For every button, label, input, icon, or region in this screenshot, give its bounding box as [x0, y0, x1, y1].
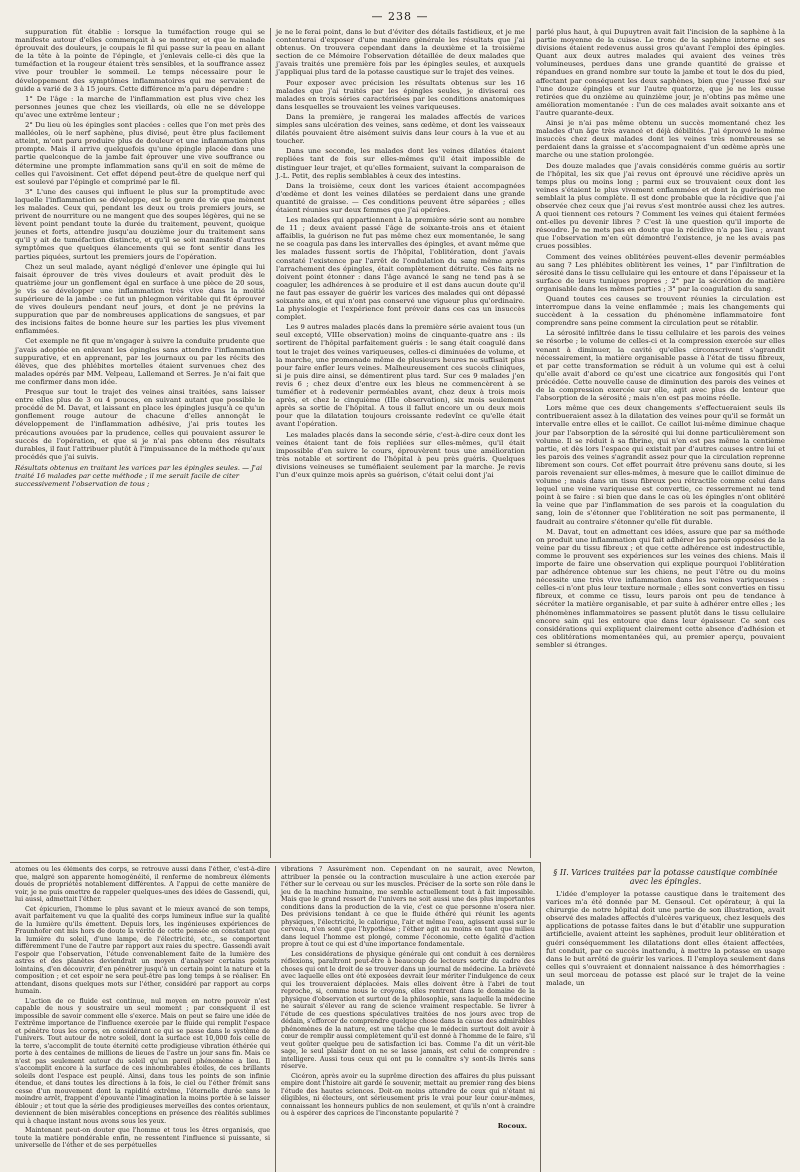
paragraph: Des douze malades que j'avais considérés comme guéris au sortir de l'hôpital, les six que j'ai revus ont éprouvé une récidive après un temps plus ou moins long ; parmi eux se trouvaient ceux dont les veines s'étaient le plus vivement enflammées et dont la guérison me semblait la plus complète. Il est donc probable que la récidive que j'ai observée chez ceux que j'ai revus s'est montrée aussi chez les autres. A quoi tiennent ces retours ? Comment les veines qui étaient fermées ont-elles pu devenir libres ? C'est là une question qu'il importe de résoudre. Je ne mets pas en doute que la récidive n'a pas lieu ; avant que l'observation m'en eût démontré l'existence, je ne les avais pas crues possibles.: [536, 161, 785, 251]
paragraph: Maintenant peut-on douter que l'homme et tous les êtres organisés, que toute la matière pondérable enfin, ne ressentent l'influence si puissante, si universelle de l'éther et de ses perpétuelles: [15, 1126, 270, 1149]
paragraph: 1° De l'âge : la marche de l'inflammation est plus vive chez les personnes jeunes que chez les vieillards, où elle ne se développe qu'avec une extrême lenteur ;: [15, 94, 265, 119]
paragraph: L'idée d'employer la potasse caustique dans le traitement des varices m'a été donnée par M. Gensoul. Cet opérateur, à qui la chirurgie de notre hôpital doit une partie de son illustration, avait observé des malades affectés d'ulcères variqueux, chez lesquels des applications de potasse faites dans le but d'établir une suppuration artificielle, avaient atteint les saphènes, produit leur oblitération et guéri conséquemment les dilatations dont elles étaient affectées, fut conduit, par ce succès inattendu, à mettre la potasse en usage dans le but arrêté de guérir les varices. Il l'employa seulement dans celles qui s'ouvraient et donnaient naissance à des hémorrhagies : un seul morceau de potasse est placé sur le trajet de la veine malade, un: [546, 890, 785, 988]
paragraph: M. Davat, tout en admettant ces idées, assure que par sa méthode on produit une inflammation qui fait adhérer les parois opposées de la veine par du tissu fibreux ; et que cette adhérence est indestructible, comme le prouvent ses expériences sur les veines des chiens. Mais il importe de faire une observation qui explique pourquoi l'oblitération par adhérence obtenue sur les chiens, ne peut l'être ou du moins nécessite une très vive inflammation dans les veines variqueuses : celles-ci n'ont plus leur texture normale ; elles sont converties en tissu fibreux, et comme ce tissu, leurs parois ont peu de tendance à sécréter la matière organisable, et par suite à adhérer entre elles ; les phénomènes inflammatoires se passent plutôt dans le tissu cellulaire encore sain qui les entoure que dans leur épaisseur. Ce sont ces considérations qui expliquent clairement cette absence d'adhésion et ces oblitérations momentanées qui, au premier aperçu, pouvaient sembler si étranges.: [536, 527, 785, 649]
column-1: [10, 28, 270, 858]
paragraph: Presque sur tout le trajet des veines ainsi traitées, sans laisser entre elles plus de 3 ou 4 pouces, en suivant autant que possible le procédé de M. Davat, et laissant en place les épingles jusqu'à ce qu'un gonflement rouge autour de chacune d'elles annonçât le développement de l'inflammation adhésive, j'ai pris toutes les précautions avouées par la prudence, celles qui pouvaient assurer le succès de l'opération, et que si je n'ai pas obtenu des résultats durables, il faut l'attribuer plutôt à l'impuissance de la méthode qu'aux procédés que j'ai suivis.: [15, 388, 265, 461]
lower-section: [10, 862, 790, 1172]
paragraph: atomes ou les éléments des corps, se retrouve aussi dans l'éther, c'est-à-dire que, malgré son apparente homogénéité, il renferme de nombreux éléments doués de propriétés notablement différentes. A l'appui de cette manière de voir, je ne puis omettre de rappeler quelques-unes des idées de Gassendi, qui, lui aussi, admettait l'éther.: [15, 866, 270, 903]
page-number: — 238 —: [371, 10, 429, 23]
paragraph: Les considérations de physique générale qui ont conduit à ces dernières réflexions, paraîtront peut-être à beaucoup de lecteurs sortir du cadre des choses qui ont le droit de se trouver dans un journal de médecine. La brièveté avec laquelle elles ont été exposées devrait leur mériter l'indulgence de ceux qui les trouveraient déplacées. Mais elles doivent être à l'abri de tout reproche, si, comme nous le croyons, elles rentrent dans le domaine de la physique d'observation et surtout de la philosophie, sans laquelle la médecine ne saurait s'élever au rang de science vraiment respectable. Se livrer à l'étude de ces questions spéculatives traitées de nos jours avec trop de dédain, s'efforcer de comprendre quelque chose dans la cause des admirables phénomènes de la nature, est une tâche que le médecin surtout doit avoir à cœur de remplir aussi complètement qu'il est donné à l'homme de le faire, s'il veut goûter quelque peu de satisfaction ici bas. Comme l'a dit un vérit-ble sage, le seul plaisir dont on ne se lasse jamais, est celui de comprendre : intelligere. Aussi tous ceux qui ont pu le connaître s'y sont-ils livrés sans réserve.: [281, 949, 535, 1070]
section-title: § II. Varices traitées par la potasse caustique combinée avec les épingles.: [553, 868, 778, 886]
feuilleton-column-1: [10, 866, 275, 1172]
paragraph: Chez un seul malade, ayant négligé d'enlever une épingle qui lui faisait éprouver de très vives douleurs et avait produit dès le quatrième jour un gonflement égal en surface à une pièce de 20 sous, je vis se développer une inflammation très vive dans la moitié supérieure de la jambe : ce fut un phlegmon véritable qui fit éprouver de vives douleurs pendant neuf jours, et dont je ne prévins la suppuration que par de nombreuses applications de sangsues, et par des incisions faites de bonne heure sur les parties les plus vivement enflammées.: [15, 262, 265, 336]
paragraph: suppuration fût établie : lorsque la tuméfaction rouge qui se manifeste autour d'elles commençait à se montrer, et que le malade éprouvait des douleurs, je coupais le fil qui passe sur la peau en allant de la tête à la pointe de l'épingle, et j'enlevais celle-ci dès que la tuméfaction et la rougeur étaient très sensibles, et la souffrance assez vive pour troubler le sommeil. Le temps nécessaire pour le développement des symptômes inflammatoires qui me servaient de guide a varié de 3 à 15 jours. Cette différence m'a paru dépendre :: [15, 28, 265, 93]
paragraph: Comment des veines oblitérées peuvent-elles devenir perméables au sang ? Les phlébites oblitèrent les veines, 1° par l'infiltration de sérosité dans le tissu cellulaire qui les entoure et dans l'épaisseur et la surface de leurs tuniques propres ; 2° par la sécrétion de matière organisable dans les mêmes parties ; 3° par la coagulation du sang.: [536, 252, 785, 293]
paragraph: Cicéron, après avoir eu la suprême direction des affaires du plus puissant empire dont l'histoire ait gardé le souvenir, mettait au premier rang des biens l'étude des hautes sciences. Doit-on moins attendre de ceux qui n'étant ni éligibles, ni électeurs, ont sérieusement pris le vrai pour leur cœur-mêmes, connaissant les honneurs publics de non seulement, et qu'ils n'ont à craindre ou à espérer des caprices de l'inconstante popularité ?: [281, 1071, 535, 1117]
paragraph: parlé plus haut, à qui Dupuytren avait fait l'incision de la saphène à la partie moyenne de la cuisse. Le tronc de la saphène interne et ses divisions étaient redevenus aussi gros qu'avant l'emploi des épingles. Quant aux deux autres malades qui avaient des veines très volumineuses, perdues dans une grande quantité de graisse et répandues en grand nombre sur toute la jambe et tout le dos du pied, affectant par conséquent les deux saphènes, bien que j'eusse fixé sur l'une douze épingles et sur l'autre quatorze, que je ne les eusse retirées que du onzième au quinzième jour, je n'obtins pas même une amélioration momentanée : l'un de ces malades avait soixante ans et l'autre quarante-deux.: [536, 28, 785, 117]
paragraph: Cet exemple ne fit que m'engager à suivre la conduite prudente que j'avais adoptée en enlevant les épingles sans attendre l'inflammation suppurative, et en apprenant, par les journaux ou par les récits des élèves, que des phlébites mortelles étaient survenues chez des malades opérés par MM. Velpeau, Lallemand et Serres. Je n'ai fait que me confirmer dans mon idée.: [15, 337, 265, 386]
paragraph: Dans la troisième, ceux dont les varices étaient accompagnées d'œdème et dont les veines dilatées se perdaient dans une grande quantité de graisse. — Ces conditions peuvent être séparées ; elles étaient réunies sur deux femmes que j'ai opérées.: [276, 181, 525, 214]
paragraph: Lors même que ces deux changements s'effectueraient seuls ils contribueraient assez à la dilatation des veines pour qu'il se formât un intervalle entre elles et le caillot. Ce caillot lui-même diminue chaque jour par l'absorption de la sérosité qui lui donne particulièrement son volume. Il se réduit à sa fibrine, qui n'en est pas même la centième partie, et dès lors l'espace qui existait par d'autres causes entre lui et les parois des veines s'agrandit assez pour que la circulation reprenne librement son cours. Cet effet pourrait être prévenu sans doute, si les parois revenaient sur elles-mêmes, à mesure que le caillot diminue de volume ; mais dans un tissu fibreux peu rétractile comme celui dans lequel une veine variqueuse est convertie, ce resserrement ne tend point à se faire : si bien que dans le cas où les épingles n'ont oblitéré la veine que par l'inflammation de ses parois et la coagulation du sang, loin de s'étonner que l'oblitération ne soit pas permanente, il faudrait au contraire s'étonner qu'elle fût durable.: [536, 404, 785, 526]
paragraph: vibrations ? Assurément non. Cependant on ne saurait, avec Newton, attribuer la pensée ou la contraction musculaire à une action exercée par l'éther sur le cerveau ou sur les muscles. Préciser de la sorte son rôle dans le jeu de la machine humaine, me semble actuellement tout à fait impossible. Mais que le grand ressort de l'univers ne soit aussi une des plus importantes conditions dans la production de la vie, c'est ce que personne n'osera nier. Des prévisions tendant à ce que le fluide éthéré qui réunit les agents physiques, l'électricité, le calorique, l'air et même l'eau, agissent aussi sur le cerveau, n'en sont que l'hypothèse ; l'éther agit au moins en tant que milieu dans lequel l'homme est plongé, comme l'économie, cette égalité d'action propre à tout ce qui est d'une importance fondamentale.: [281, 866, 535, 948]
article-columns: [10, 28, 790, 858]
paragraph: Ainsi je n'ai pas même obtenu un succès momentané chez les malades d'un âge très avancé et déjà débilités. J'ai éprouvé le même insuccès chez deux malades dont les veines très nombreuses se perdaient dans la graisse et s'accompagnaient d'un œdème après une marche ou une station prolongée.: [536, 119, 785, 160]
feuilleton-column-2: [275, 866, 540, 1172]
author-signature: Rocoux.: [497, 1121, 527, 1130]
paragraph: Les 9 autres malades placés dans la première série avaient tous (un seul excepté, VIIIe observation) moins de cinquante-quatre ans : ils sortirent de l'hôpital parfaitement guéris : le sang était coagulé dans tout le trajet des veines variqueuses, celles-ci diminuées de volume, et la marche, une promenade même de plusieurs heures ne suffisait plus pour faire enfler leurs veines. Malheureusement ces succès cliniques, si je puis dire ainsi, se démentirent plus tard. Sur ces 9 malades j'en revis 6 ; chez deux d'entre eux les bleus ne commencèrent à se tuméfier et à redevenir perméables avant, chez deux à trois mois après, et chez le cinquième (IIIe observation), six mois seulement après sa sortie de l'hôpital. A tous il fallut encore un ou deux mois pour que la dilatation toujours croissante redevînt ce qu'elle était avant l'opération.: [276, 323, 525, 429]
feuilleton: [10, 862, 540, 1172]
paragraph: Cet épicurien, l'homme le plus savant et le mieux avancé de son temps, avait parfaitement vu que la qualité des corps lumineux influe sur la qualité de la lumière qu'ils émettent. Depuis lors, les ingénieuses expériences de Fraunhofer ont mis hors de doute la vérité de cette pensée en constatant que la lumière du soleil, d'une lampe, de l'électricité, etc., se comportent différemment l'une de l'autre par rapport aux raies du spectre. Gassendi avait l'espoir que l'observation, l'étude convenablement faite de la lumière des astres et des planètes deviendrait un moyen d'analyser certains points lointains, d'en découvrir, d'en pénétrer jusqu'à un certain point la nature et la composition ; et cet espoir ne sera peut-être pas long temps à se réaliser. En attendant, disons quelques mots sur l'éther, considéré par rapport au corps humain.: [15, 904, 270, 995]
paragraph: Pour exposer avec précision les résultats obtenus sur les 16 malades que j'ai traités par les épingles seules, je diviserai ces malades en trois séries caractérisées par les conditions anatomiques dans lesquelles se trouvaient les veines variqueuses.: [276, 78, 525, 111]
paragraph: je ne le ferai point, dans le but d'éviter des détails fastidieux, et je me contenterai d'exposer d'une manière générale les résultats que j'ai obtenus. On trouvera cependant dans la deuxième et la troisième section de ce Mémoire l'observation détaillée de deux malades que j'avais traités une première fois par les épingles seules, et auxquels j'appliquai plus tard de la potasse caustique sur le trajet des veines.: [276, 28, 525, 77]
paragraph: Dans la première, je rangerai les malades affectés de varices simples sans ulcération des veines, sans œdème, et dont les vaisseaux dilatés pouvaient être aisément suivis dans leur cours à la vue et au toucher.: [276, 112, 525, 146]
column-3-continued: [540, 862, 790, 1172]
paragraph: Dans une seconde, les malades dont les veines dilatées étaient repliées tant de fois sur elles-mêmes qu'il était impossible de distinguer leur trajet, et qu'elles formaient, suivant la comparaison de J.-L. Petit, des replis semblables à ceux des intestins.: [276, 147, 525, 180]
paragraph: 2° Du lieu où les épingles sont placées : celles que l'on met près des malléoles, où le nerf saphène, plus divisé, peut être plus facilement atteint, m'ont paru produire plus de douleur et une inflammation plus prompte. Mais il arrive quelquefois qu'une épingle placée dans une partie quelconque de la jambe fait éprouver une vive souffrance ou détermine une prompte inflammation sans qu'il en soit de même de celles qui l'avoisinent. Cet effet dépend peut-être de quelque nerf qui est soulevé par l'épingle et comprimé par le fil.: [15, 121, 265, 186]
paragraph: Quand toutes ces causes se trouvent réunies la circulation est interrompue dans la veine enflammée ; mais les changements qui succèdent à la cessation du phénomène inflammatoire font comprendre sans peine comment la circulation peut se rétablir.: [536, 295, 785, 328]
column-3: [530, 28, 790, 858]
paragraph: La sérosité infiltrée dans le tissu cellulaire et les parois des veines se résorbe ; le volume de celles-ci et la compression exercée sur elles venant à diminuer, la cavité qu'elles circonscrivent s'agrandit nécessairement, la matière organisable passe à l'état de tissu fibreux, et par cette transformation se réduit à un volume qui est à celui qu'elle avait d'abord ce qu'est une cicatrice aux fongosités qui l'ont précédée. Cette nouvelle cause de diminution des parois des veines et de la compression exercée sur elle, agit avec plus de lenteur que l'absorption de la sérosité ; mais n'en est pas moins réelle.: [536, 329, 785, 403]
paragraph: Les malades qui appartiennent à la première série sont au nombre de 11 ; deux avaient passé l'âge de soixante-trois ans et étaient affaiblis, la guérison ne fut pas même chez eux momentanée, le sang ne se coagula pas dans les intervalles des épingles, et avant même que les malades fussent sortis de l'hôpital, l'oblitération, dont j'avais constaté l'existence par l'arrêt de l'ondulation du sang même après l'arrachement des épingles, était complètement détruite. Ces faits ne doivent point étonner : dans l'âge avancé le sang ne tend pas à se coaguler, les adhérences à se produire et il est dans aucun doute qu'il ne faut pas essayer de guérir les varices des malades qui ont dépassé soixante ans, et qui n'ont pas conservé une vigueur plus qu'ordinaire. La physiologie et l'expérience font prévoir dans ces cas un insuccès complet.: [276, 216, 525, 322]
paragraph: L'action de ce fluide est continue, nul moyen en notre pouvoir n'est capable de nous y soustraire un seul moment ; par conséquent il est impossible de savoir comment elle s'exerce. Mais on peut se faire une idée de l'extrême importance de l'influence exercée par le fluide qui remplit l'espace et pénètre tous les corps, en considérant ce qui se passe dans le système de l'univers. Tout autour de notre soleil, dont la surface est 10,000 fois celle de la terre, s'accomplit de toute éternité cette prodigieuse vibration éthérée qui porte à des centaines de millions de lieues de l'astre un jour sans fin. Mais ce n'est pas seulement autour du soleil qu'un pareil phénomène a lieu. Il s'accomplit encore à la surface de ces innombrables étoiles, de ces brillants soleils dont l'espace est peuplé. Ainsi, dans tous les points de son infinie étendue, et dans toutes les directions à la fois, le ciel ou l'éther frémit sans cesse d'un mouvement dont la rapidité extrême, l'éternelle durée sans le moindre arrêt, frappent d'épouvante l'imagination la moins portée à se laisser éblouir ; et tout que la série des prodigieuses merveilles des contes orientaux, deviennent de bien misérables conceptions en présence des réalités sublimes qui à chaque instant nous avons sous les yeux.: [15, 996, 270, 1125]
column-2: [270, 28, 530, 858]
paragraph: 3° L'une des causes qui influent le plus sur la promptitude avec laquelle l'inflammation se développe, est le genre de vie que mènent les malades. Ceux qui, pendant les deux ou trois premiers jours, se privent de nourriture ou ne mangent que des soupes légères, qui ne se lèvent point pendant toute la durée du traitement, peuvent, quoique jeunes et forts, attendre jusqu'au douzième jour du traitement sans qu'il y ait de tuméfaction distincte, et qu'il se soit manifesté d'autres symptômes que quelques élancements qui se font sentir dans les parties piquées, surtout les premiers jours de l'opération.: [15, 187, 265, 261]
paragraph: Les malades placés dans la seconde série, c'est-à-dire ceux dont les veines étaient tant de fois repliées sur elles-mêmes, qu'il était impossible d'en suivre le cours, éprouvèrent tous une amélioration très notable et sortirent de l'hôpital à peu près guéris. Quelques divisions veineuses se tuméfiaient seulement par la marche. Je revis l'un d'eux quinze mois après sa guérison, c'était celui dont j'ai: [276, 430, 525, 479]
results-subheading: Résultats obtenus en traitant les varices par les épingles seules. — J'ai traité 16 malades par cette méthode ; il me serait facile de citer successivement l'observation de tous ;: [15, 463, 263, 489]
